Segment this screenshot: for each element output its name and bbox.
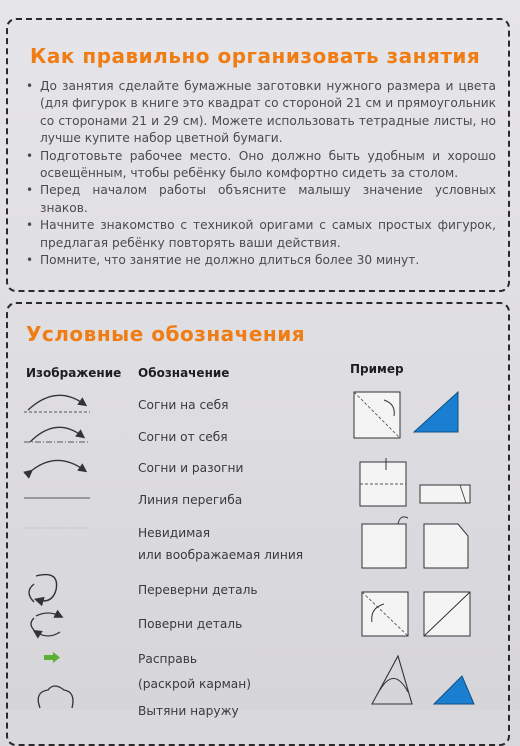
fold-unfold-example-icon [360,458,470,506]
legend-label-mountain-fold: Согни от себя [138,430,228,444]
legend-label-fold-unfold: Согни и разогни [138,461,244,475]
tip-text: Начните знакомство с техникой оригами с самых простых фигурок, предлагая ребёнку повторять ваши действия. [40,218,496,250]
tip-item: • Помните, что занятие не должно длиться более 30 минут. [26,253,420,268]
legend-label-rotate: Поверни деталь [138,617,243,631]
valley-fold-icon [24,395,90,412]
legend-label-pull-out: Вытяни наружу [138,704,239,718]
tip-text: Помните, что занятие не должно длиться более 30 минут. [40,253,420,268]
mountain-fold-icon [24,427,90,442]
legend-label-valley-fold: Согни на себя [138,398,229,412]
turn-over-icon [29,575,57,602]
legend-label-turn-over: Переверни деталь [138,583,258,597]
tips-list [24,78,496,269]
symbols-column [20,384,100,714]
legend-label-open-pocket: (раскрой карман) [138,677,251,691]
valley-fold-example-icon [354,392,458,438]
tip-item: • Начните знакомство с техникой оригами с самых простых фигурок, предлагая ребёнку повторять ваши действия. [26,218,496,250]
tips-title: Как правильно организовать занятия [30,44,481,68]
green-arrow-icon [44,652,60,663]
tip-item: • Перед началом работы объясните малышу значение условных знаков. [26,183,496,215]
open-pocket-icon [38,686,73,708]
tip-text: До занятия сделайте бумажные заготовки нужного размера и цвета (для фигурок в книге это квадрат со стороной 21 см и прямоугольник со сторонами 21 и 29 см). Можете использовать тетрадные листы, но лучше купите набор цветной бумаги. [40,79,497,146]
legend-label-crease-line: Линия перегиба [138,493,243,507]
tip-item: • До занятия сделайте бумажные заготовки нужного размера и цвета (для фигурок в книге это квадрат со стороной 21 см и прямоугольник со сторонами 21 и 29 см). Можете использовать тетрадные листы, но лучше купите набор цветной бумаги. [26,79,497,146]
legend-label-imaginary-line: или воображаемая линия [138,548,304,562]
examples-column [350,386,500,716]
open-pocket-example-icon [372,656,474,704]
fold-unfold-icon [30,460,84,472]
legend-label-invisible: Невидимая [138,526,211,540]
legend-label-open: Расправь [138,652,198,666]
rotate-example-icon [362,592,470,636]
column-header-image: Изображение [26,366,122,380]
column-header-meaning: Обозначение [138,366,230,380]
column-header-example: Пример [350,362,404,376]
rotate-icon [31,613,60,636]
tip-text: Перед началом работы объясните малышу значение условных знаков. [40,183,496,215]
legend-title: Условные обозначения [26,322,306,346]
tip-text: Подготовьте рабочее место. Оно должно быть удобным и хорошо освещённым, чтобы ребёнку было комфортно сидеть за столом. [40,148,496,181]
invisible-line-example-icon [362,517,468,568]
tip-item: • Подготовьте рабочее место. Оно должно быть удобным и хорошо освещённым, чтобы ребёнку было комфортно сидеть за столом. [26,148,496,181]
